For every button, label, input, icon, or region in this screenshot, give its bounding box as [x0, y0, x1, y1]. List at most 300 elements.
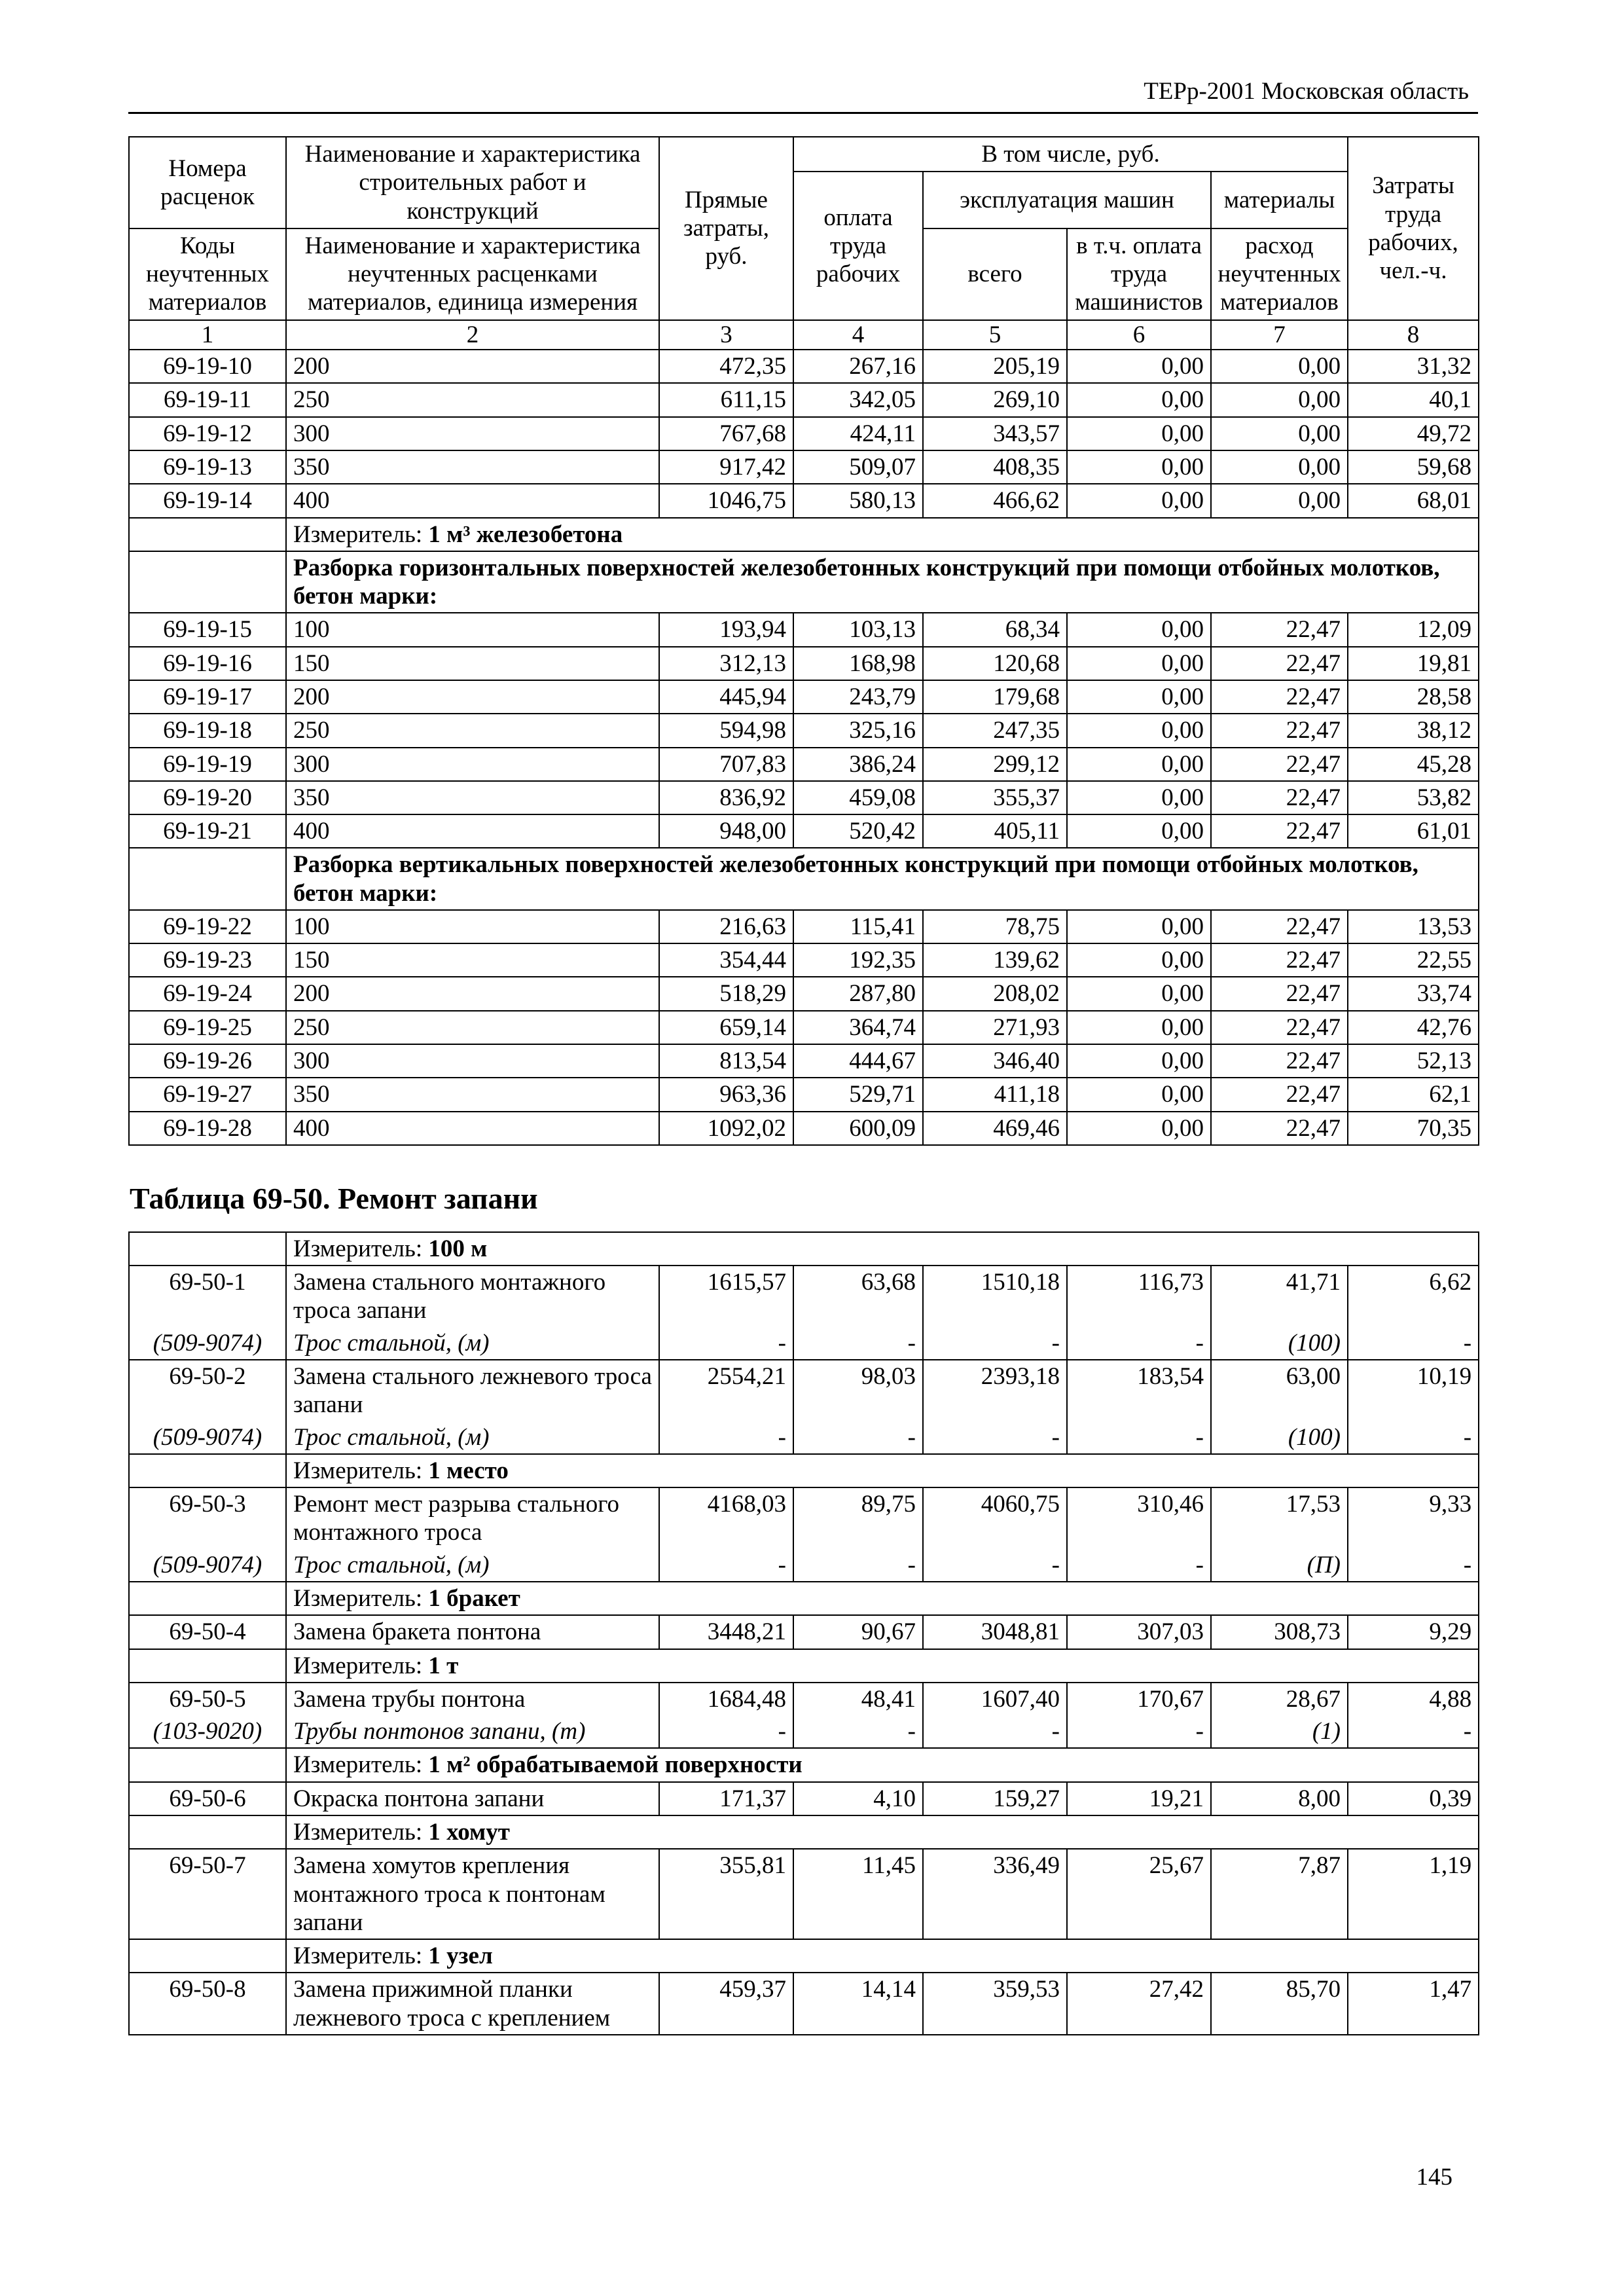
value-cell: 70,35: [1348, 1112, 1479, 1145]
section-text: Разборка горизонтальных поверхностей железобетонных конструкций при помощи отбойных молотков, бетон марки:: [286, 551, 1479, 613]
rates-table-69-50: [128, 1231, 1479, 2035]
value-cell: 459,37: [659, 1973, 793, 2035]
material-value-cell: -: [923, 1715, 1067, 1748]
value-cell: 168,98: [793, 647, 923, 680]
value-cell: 469,46: [923, 1112, 1067, 1145]
measure-label: Измеритель:: [293, 1652, 429, 1679]
value-cell: 0,00: [1067, 714, 1211, 747]
value-cell: 38,12: [1348, 714, 1479, 747]
value-cell: 424,11: [793, 417, 923, 450]
value-cell: 89,75: [793, 1487, 923, 1549]
value-cell: 63,68: [793, 1266, 923, 1327]
rate-code: 69-19-17: [129, 680, 286, 714]
rate-name: Окраска понтона запани: [286, 1782, 659, 1815]
value-cell: 63,00: [1211, 1360, 1348, 1421]
rate-name: 300: [286, 417, 659, 450]
column-number-4: 4: [793, 320, 923, 350]
value-cell: 0,00: [1067, 647, 1211, 680]
value-cell: 3048,81: [923, 1615, 1067, 1649]
measure-row: [129, 518, 1479, 551]
value-cell: 287,80: [793, 977, 923, 1010]
document-header: [128, 77, 1478, 114]
rate-name: Замена бракета понтона: [286, 1615, 659, 1649]
rate-row: [129, 350, 1479, 383]
value-cell: 342,05: [793, 383, 923, 416]
value-cell: 61,01: [1348, 814, 1479, 848]
rate-row: [129, 1782, 1479, 1815]
value-cell: 308,73: [1211, 1615, 1348, 1649]
value-cell: 216,63: [659, 910, 793, 943]
value-cell: 22,47: [1211, 1044, 1348, 1078]
value-cell: 1,47: [1348, 1973, 1479, 2035]
measure-label: Измеритель:: [293, 1235, 429, 1262]
column-number-6: 6: [1067, 320, 1211, 350]
measure-unit: 1 бракет: [428, 1584, 520, 1612]
value-cell: 0,00: [1067, 484, 1211, 517]
section-text: Разборка вертикальных поверхностей железобетонных конструкций при помощи отбойных молотков, бетон марки:: [286, 848, 1479, 910]
material-name: Трос стальной, (м): [286, 1421, 659, 1454]
rate-row: [129, 647, 1479, 680]
rate-name: 350: [286, 1078, 659, 1111]
value-cell: 0,00: [1211, 383, 1348, 416]
value-cell: 343,57: [923, 417, 1067, 450]
value-cell: 48,41: [793, 1683, 923, 1715]
measure-unit: 100 м: [428, 1235, 488, 1262]
measure-unit: 1 узел: [428, 1942, 493, 1970]
material-value-cell: -: [1348, 1327, 1479, 1360]
value-cell: 0,00: [1211, 484, 1348, 517]
measure-row: [129, 1815, 1479, 1849]
value-cell: 12,09: [1348, 613, 1479, 646]
rate-name: Замена хомутов крепления монтажного троса к понтонам запани: [286, 1849, 659, 1939]
section-row: [129, 848, 1479, 910]
header-total: всего: [923, 228, 1067, 320]
value-cell: 98,03: [793, 1360, 923, 1421]
header-labor-costs: Затраты труда рабочих, чел.-ч.: [1348, 137, 1479, 320]
rate-row: [129, 714, 1479, 747]
material-row: [129, 1327, 1479, 1360]
rate-row: [129, 484, 1479, 517]
measure-unit: 1 м³ железобетона: [428, 520, 623, 548]
material-value-cell: -: [923, 1421, 1067, 1454]
rate-code: 69-19-22: [129, 910, 286, 943]
value-cell: 247,35: [923, 714, 1067, 747]
value-cell: 1615,57: [659, 1266, 793, 1327]
header-including: В том числе, руб.: [793, 137, 1348, 172]
column-number-3: 3: [659, 320, 793, 350]
value-cell: 325,16: [793, 714, 923, 747]
rate-row: [129, 680, 1479, 714]
rate-code: 69-50-2: [129, 1360, 286, 1421]
value-cell: 9,29: [1348, 1615, 1479, 1649]
material-code: (103-9020): [129, 1715, 286, 1748]
value-cell: 1684,48: [659, 1683, 793, 1715]
value-cell: 364,74: [793, 1011, 923, 1044]
material-value-cell: -: [923, 1549, 1067, 1582]
value-cell: 11,45: [793, 1849, 923, 1939]
rate-name: 250: [286, 383, 659, 416]
value-cell: 8,00: [1211, 1782, 1348, 1815]
rate-name: Замена стального монтажного троса запани: [286, 1266, 659, 1327]
empty-cell: [129, 1815, 286, 1849]
rate-row: [129, 1973, 1479, 2035]
header-drivers-pay: в т.ч. оплата труда машинистов: [1067, 228, 1211, 320]
value-cell: 948,00: [659, 814, 793, 848]
measure-row: [129, 1582, 1479, 1615]
value-cell: 271,93: [923, 1011, 1067, 1044]
value-cell: 444,67: [793, 1044, 923, 1078]
value-cell: 193,94: [659, 613, 793, 646]
rate-row: [129, 417, 1479, 450]
table-69-19-body: [129, 350, 1479, 1145]
column-number-7: 7: [1211, 320, 1348, 350]
value-cell: 659,14: [659, 1011, 793, 1044]
value-cell: 192,35: [793, 943, 923, 977]
value-cell: 22,55: [1348, 943, 1479, 977]
rate-code: 69-19-11: [129, 383, 286, 416]
header-rate-numbers: Номера расценок: [129, 137, 286, 228]
value-cell: 45,28: [1348, 748, 1479, 781]
value-cell: 0,00: [1067, 748, 1211, 781]
column-number-8: 8: [1348, 320, 1479, 350]
material-row: [129, 1549, 1479, 1582]
value-cell: 9,33: [1348, 1487, 1479, 1549]
value-cell: 0,00: [1211, 450, 1348, 484]
value-cell: 459,08: [793, 781, 923, 814]
table-69-50-body: [129, 1232, 1479, 2035]
rate-code: 69-19-10: [129, 350, 286, 383]
material-value-cell: -: [1348, 1715, 1479, 1748]
rate-name: 350: [286, 450, 659, 484]
rate-name: 300: [286, 1044, 659, 1078]
value-cell: 13,53: [1348, 910, 1479, 943]
value-cell: 208,02: [923, 977, 1067, 1010]
rate-code: 69-19-20: [129, 781, 286, 814]
value-cell: 103,13: [793, 613, 923, 646]
rate-code: 69-19-28: [129, 1112, 286, 1145]
material-value-cell: (100): [1211, 1327, 1348, 1360]
measure-cell: [286, 1939, 1479, 1973]
value-cell: 22,47: [1211, 943, 1348, 977]
value-cell: 312,13: [659, 647, 793, 680]
value-cell: 520,42: [793, 814, 923, 848]
rate-row: [129, 383, 1479, 416]
rate-code: 69-50-1: [129, 1266, 286, 1327]
value-cell: 90,67: [793, 1615, 923, 1649]
section-row: [129, 551, 1479, 613]
value-cell: 183,54: [1067, 1360, 1211, 1421]
rate-code: 69-19-24: [129, 977, 286, 1010]
rate-row: [129, 1112, 1479, 1145]
rate-code: 69-19-21: [129, 814, 286, 848]
rate-code: 69-19-18: [129, 714, 286, 747]
rate-row: [129, 943, 1479, 977]
value-cell: 10,19: [1348, 1360, 1479, 1421]
empty-cell: [129, 1748, 286, 1781]
value-cell: 767,68: [659, 417, 793, 450]
value-cell: 386,24: [793, 748, 923, 781]
value-cell: 22,47: [1211, 814, 1348, 848]
empty-cell: [129, 1582, 286, 1615]
rate-name: 200: [286, 680, 659, 714]
material-value-cell: -: [1067, 1549, 1211, 1582]
rate-name: Замена прижимной планки лежневого троса с креплением: [286, 1973, 659, 2035]
value-cell: 355,81: [659, 1849, 793, 1939]
value-cell: 243,79: [793, 680, 923, 714]
value-cell: 22,47: [1211, 1078, 1348, 1111]
material-row: [129, 1715, 1479, 1748]
rate-code: 69-50-4: [129, 1615, 286, 1649]
value-cell: 40,1: [1348, 383, 1479, 416]
value-cell: 267,16: [793, 350, 923, 383]
rates-table-69-19: [128, 136, 1479, 1146]
value-cell: 405,11: [923, 814, 1067, 848]
value-cell: 600,09: [793, 1112, 923, 1145]
value-cell: 116,73: [1067, 1266, 1211, 1327]
measure-label: Измеритель:: [293, 1457, 429, 1484]
rate-code: 69-19-23: [129, 943, 286, 977]
value-cell: 472,35: [659, 350, 793, 383]
value-cell: 78,75: [923, 910, 1067, 943]
value-cell: 14,14: [793, 1973, 923, 2035]
value-cell: 269,10: [923, 383, 1067, 416]
measure-label: Измеритель:: [293, 1942, 429, 1970]
value-cell: 22,47: [1211, 647, 1348, 680]
rate-name: 150: [286, 647, 659, 680]
value-cell: 611,15: [659, 383, 793, 416]
measure-unit: 1 место: [428, 1457, 509, 1484]
measure-row: [129, 1232, 1479, 1266]
value-cell: 299,12: [923, 748, 1067, 781]
empty-cell: [129, 1649, 286, 1683]
value-cell: 1510,18: [923, 1266, 1067, 1327]
material-row: [129, 1421, 1479, 1454]
value-cell: 17,53: [1211, 1487, 1348, 1549]
measure-unit: 1 м² обрабатываемой поверхности: [428, 1751, 803, 1779]
rate-code: 69-19-15: [129, 613, 286, 646]
value-cell: 411,18: [923, 1078, 1067, 1111]
value-cell: 22,47: [1211, 680, 1348, 714]
value-cell: 28,67: [1211, 1683, 1348, 1715]
rate-name: 400: [286, 484, 659, 517]
rate-code: 69-50-6: [129, 1782, 286, 1815]
value-cell: 0,00: [1211, 350, 1348, 383]
header-materials-name: Наименование и характеристика неучтенных расценками материалов, единица измерения: [286, 228, 659, 320]
value-cell: 0,00: [1067, 910, 1211, 943]
value-cell: 445,94: [659, 680, 793, 714]
value-cell: 19,21: [1067, 1782, 1211, 1815]
value-cell: 0,00: [1067, 1011, 1211, 1044]
value-cell: 31,32: [1348, 350, 1479, 383]
value-cell: 0,00: [1067, 977, 1211, 1010]
value-cell: 346,40: [923, 1044, 1067, 1078]
value-cell: 49,72: [1348, 417, 1479, 450]
measure-row: [129, 1454, 1479, 1487]
rate-row: [129, 814, 1479, 848]
value-cell: 139,62: [923, 943, 1067, 977]
value-cell: 179,68: [923, 680, 1067, 714]
material-value-cell: -: [659, 1549, 793, 1582]
value-cell: 354,44: [659, 943, 793, 977]
value-cell: 22,47: [1211, 1011, 1348, 1044]
rate-row: [129, 977, 1479, 1010]
value-cell: 707,83: [659, 748, 793, 781]
measure-row: [129, 1939, 1479, 1973]
value-cell: 594,98: [659, 714, 793, 747]
value-cell: 33,74: [1348, 977, 1479, 1010]
rate-name: 150: [286, 943, 659, 977]
value-cell: 171,37: [659, 1782, 793, 1815]
value-cell: 336,49: [923, 1849, 1067, 1939]
rate-row: [129, 1487, 1479, 1549]
value-cell: 0,00: [1067, 943, 1211, 977]
value-cell: 529,71: [793, 1078, 923, 1111]
value-cell: 22,47: [1211, 1112, 1348, 1145]
value-cell: 4060,75: [923, 1487, 1067, 1549]
value-cell: 0,00: [1067, 680, 1211, 714]
value-cell: 22,47: [1211, 714, 1348, 747]
value-cell: 159,27: [923, 1782, 1067, 1815]
value-cell: 0,00: [1067, 1112, 1211, 1145]
rate-row: [129, 613, 1479, 646]
value-cell: 836,92: [659, 781, 793, 814]
measure-cell: [286, 1748, 1479, 1781]
material-value-cell: -: [793, 1549, 923, 1582]
header-materials-group: материалы: [1211, 172, 1348, 228]
value-cell: 0,00: [1067, 1044, 1211, 1078]
value-cell: 1046,75: [659, 484, 793, 517]
value-cell: 2554,21: [659, 1360, 793, 1421]
rate-row: [129, 1011, 1479, 1044]
rate-code: 69-19-16: [129, 647, 286, 680]
value-cell: 408,35: [923, 450, 1067, 484]
value-cell: 42,76: [1348, 1011, 1479, 1044]
empty-cell: [129, 848, 286, 910]
rate-name: 400: [286, 1112, 659, 1145]
value-cell: 1092,02: [659, 1112, 793, 1145]
value-cell: 22,47: [1211, 781, 1348, 814]
rate-code: 69-19-26: [129, 1044, 286, 1078]
material-value-cell: -: [659, 1327, 793, 1360]
value-cell: 4,10: [793, 1782, 923, 1815]
header-workers-pay: оплата труда рабочих: [793, 172, 923, 319]
value-cell: 0,00: [1067, 1078, 1211, 1111]
value-cell: 0,00: [1067, 613, 1211, 646]
rate-name: 300: [286, 748, 659, 781]
rate-row: [129, 910, 1479, 943]
value-cell: 27,42: [1067, 1973, 1211, 2035]
rate-row: [129, 450, 1479, 484]
column-number-5: 5: [923, 320, 1067, 350]
value-cell: 518,29: [659, 977, 793, 1010]
column-number-2: 2: [286, 320, 659, 350]
header-direct-costs: Прямые затраты, руб.: [659, 137, 793, 320]
rate-code: 69-19-13: [129, 450, 286, 484]
value-cell: 1607,40: [923, 1683, 1067, 1715]
value-cell: 59,68: [1348, 450, 1479, 484]
value-cell: 68,34: [923, 613, 1067, 646]
value-cell: 170,67: [1067, 1683, 1211, 1715]
value-cell: 53,82: [1348, 781, 1479, 814]
rate-name: 100: [286, 910, 659, 943]
rate-row: [129, 1360, 1479, 1421]
material-value-cell: -: [1348, 1549, 1479, 1582]
rate-name: Ремонт мест разрыва стального монтажного троса: [286, 1487, 659, 1549]
value-cell: 120,68: [923, 647, 1067, 680]
page-number: 145: [1416, 2164, 1453, 2191]
measure-unit: 1 т: [428, 1652, 459, 1679]
value-cell: 0,00: [1067, 814, 1211, 848]
value-cell: 6,62: [1348, 1266, 1479, 1327]
material-name: Трос стальной, (м): [286, 1327, 659, 1360]
value-cell: 0,00: [1067, 781, 1211, 814]
value-cell: 355,37: [923, 781, 1067, 814]
table-69-50-heading: Таблица 69-50. Ремонт запани: [130, 1181, 538, 1215]
value-cell: 466,62: [923, 484, 1067, 517]
rate-name: 350: [286, 781, 659, 814]
value-cell: 3448,21: [659, 1615, 793, 1649]
value-cell: 28,58: [1348, 680, 1479, 714]
material-value-cell: -: [1067, 1715, 1211, 1748]
value-cell: 0,00: [1067, 350, 1211, 383]
value-cell: 1,19: [1348, 1849, 1479, 1939]
rate-row: [129, 1078, 1479, 1111]
material-name: Трос стальной, (м): [286, 1549, 659, 1582]
material-value-cell: -: [793, 1327, 923, 1360]
value-cell: 41,71: [1211, 1266, 1348, 1327]
empty-cell: [129, 551, 286, 613]
rate-row: [129, 1849, 1479, 1939]
measure-cell: [286, 1815, 1479, 1849]
value-cell: 25,67: [1067, 1849, 1211, 1939]
rate-name: 250: [286, 714, 659, 747]
value-cell: 19,81: [1348, 647, 1479, 680]
measure-label: Измеритель:: [293, 1751, 429, 1779]
measure-cell: [286, 1454, 1479, 1487]
rate-name: 200: [286, 350, 659, 383]
value-cell: 0,00: [1067, 383, 1211, 416]
value-cell: 22,47: [1211, 748, 1348, 781]
value-cell: 4168,03: [659, 1487, 793, 1549]
value-cell: 580,13: [793, 484, 923, 517]
table-header: [129, 137, 1479, 350]
rate-code: 69-19-14: [129, 484, 286, 517]
rate-code: 69-19-12: [129, 417, 286, 450]
empty-cell: [129, 1232, 286, 1266]
material-name: Трубы понтонов запани, (т): [286, 1715, 659, 1748]
rate-name: Замена стального лежневого троса запани: [286, 1360, 659, 1421]
measure-cell: [286, 1232, 1479, 1266]
rate-name: Замена трубы понтона: [286, 1683, 659, 1715]
measure-label: Измеритель:: [293, 520, 429, 548]
material-value-cell: (П): [1211, 1549, 1348, 1582]
value-cell: 310,46: [1067, 1487, 1211, 1549]
material-value-cell: -: [1067, 1421, 1211, 1454]
value-cell: 22,47: [1211, 910, 1348, 943]
value-cell: 115,41: [793, 910, 923, 943]
header-material-codes: Коды неучтенных материалов: [129, 228, 286, 320]
rate-name: 200: [286, 977, 659, 1010]
rate-row: [129, 1266, 1479, 1327]
value-cell: 0,00: [1211, 417, 1348, 450]
empty-cell: [129, 518, 286, 551]
value-cell: 7,87: [1211, 1849, 1348, 1939]
empty-cell: [129, 1454, 286, 1487]
value-cell: 509,07: [793, 450, 923, 484]
value-cell: 62,1: [1348, 1078, 1479, 1111]
value-cell: 22,47: [1211, 613, 1348, 646]
column-number-1: 1: [129, 320, 286, 350]
